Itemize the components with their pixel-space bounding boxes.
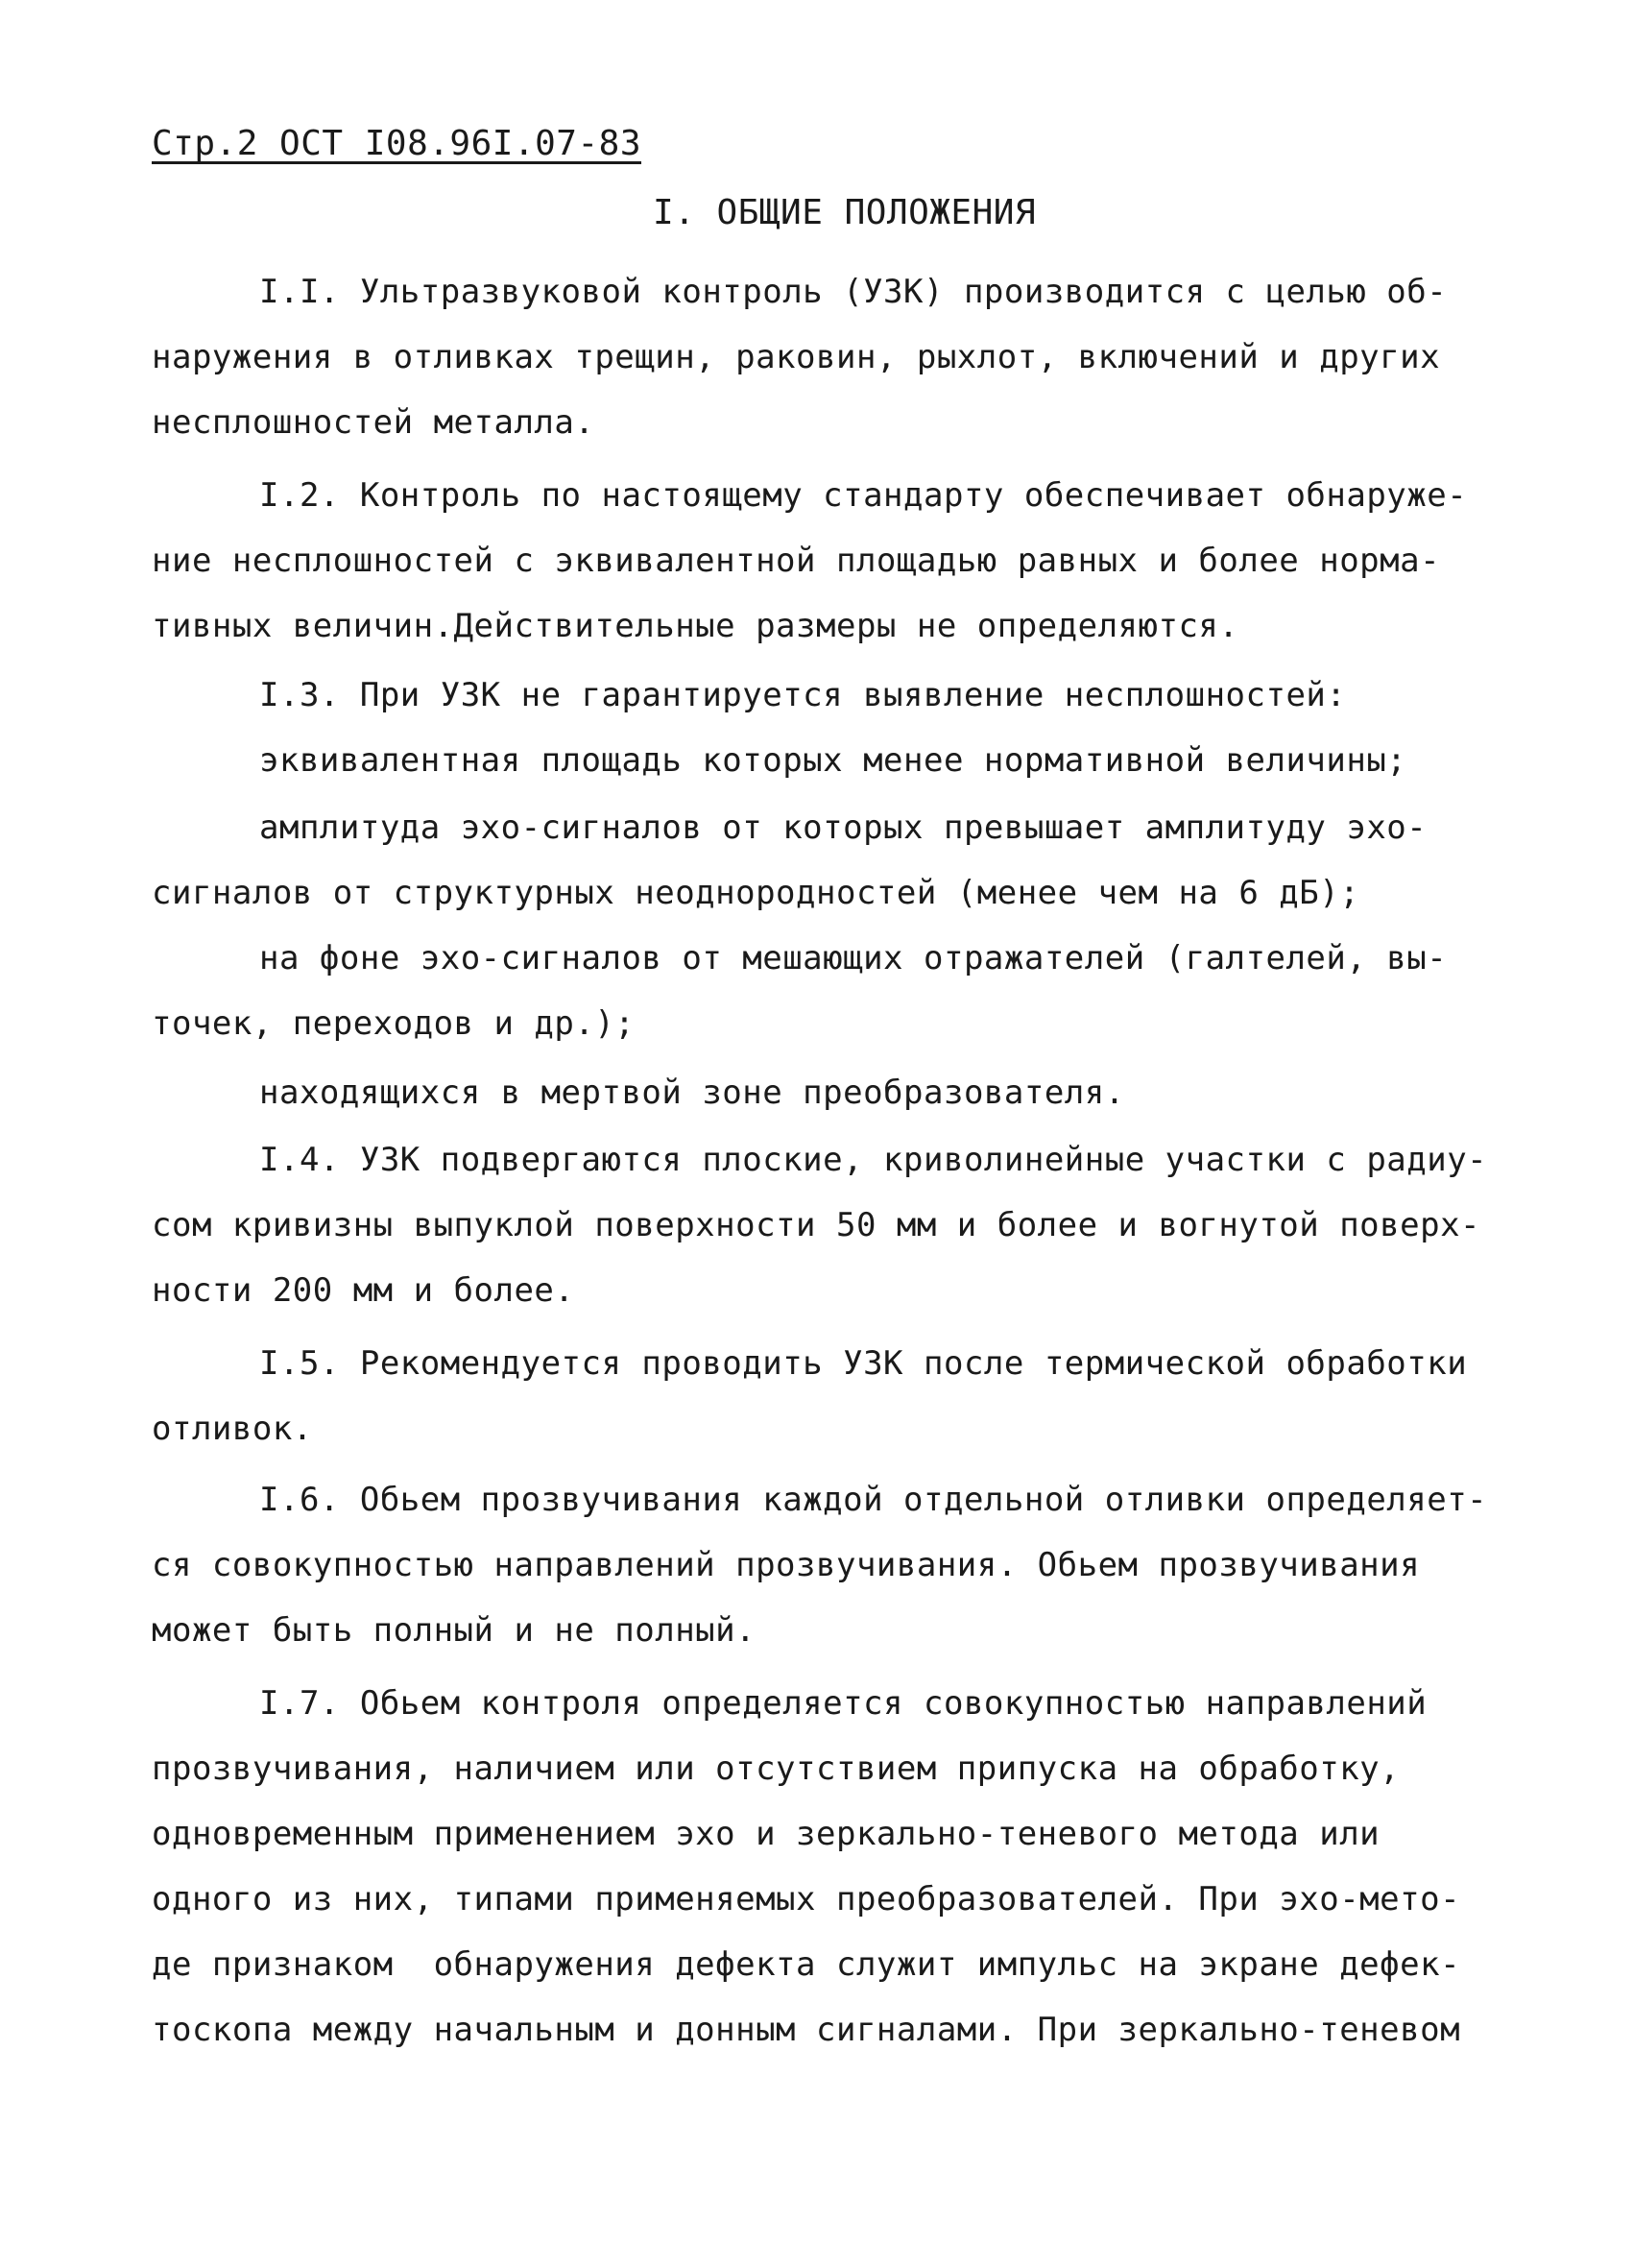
page-header: Стр.2 ОСТ I08.96I.07-83 [152,124,641,163]
paragraph-1-4-line-3: ности 200 мм и более. [152,1271,575,1310]
paragraph-1-3-line-1: I.3. При УЗК не гарантируется выявление несплошностей: [259,676,1347,714]
list-item: амплитуда эхо-сигналов от которых превышает амплитуду эхо- [259,808,1428,847]
paragraph-1-7-line-1: I.7. Обьем контроля определяется совокупностью направлений [259,1684,1428,1723]
paragraph-1-6-line-1: I.6. Обьем прозвучивания каждой отдельной отливки определяет- [259,1481,1488,1519]
section-title: I. ОБЩИЕ ПОЛОЖЕНИЯ [653,193,1037,232]
list-item-continuation: точек, переходов и др.); [152,1004,636,1043]
paragraph-1-2-line-3: тивных величин.Действительные размеры не определяются. [152,607,1239,645]
paragraph-1-6-line-2: ся совокупностью направлений прозвучивания. Обьем прозвучивания [152,1546,1421,1584]
paragraph-1-6-line-3: может быть полный и не полный. [152,1611,756,1650]
list-item-continuation: сигналов от структурных неоднородностей (менее чем на 6 дБ); [152,874,1360,912]
list-item: находящихся в мертвой зоне преобразователя. [259,1074,1125,1112]
paragraph-1-7-line-3: одновременным применением эхо и зеркально-теневого метода или [152,1815,1381,1853]
paragraph-1-7-line-2: прозвучивания, наличием или отсутствием припуска на обработку, [152,1749,1401,1788]
paragraph-1-1-line-2: наружения в отливках трещин, раковин, рыхлот, включений и других [152,338,1441,376]
paragraph-1-1-line-3: несплошностей металла. [152,403,595,442]
paragraph-1-4-line-1: I.4. УЗК подвергаются плоские, криволинейные участки с радиу- [259,1141,1488,1179]
paragraph-1-1-line-1: I.I. Ультразвуковой контроль (УЗК) производится с целью об- [259,273,1448,311]
paragraph-1-7-line-4: одного из них, типами применяемых преобразователей. При эхо-мето- [152,1880,1461,1918]
list-item: эквивалентная площадь которых менее нормативной величины; [259,741,1407,780]
paragraph-1-5-line-2: отливок. [152,1410,313,1448]
list-item: на фоне эхо-сигналов от мешающих отражателей (галтелей, вы- [259,939,1448,977]
paragraph-1-7-line-5: де признаком обнаружения дефекта служит импульс на экране дефек- [152,1945,1461,1984]
paragraph-1-7-line-6: тоскопа между начальным и донным сигналами. При зеркально-теневом [152,2011,1461,2049]
paragraph-1-4-line-2: сом кривизны выпуклой поверхности 50 мм и более и вогнутой поверх- [152,1206,1481,1244]
paragraph-1-2-line-2: ние несплошностей с эквивалентной площадью равных и более норма- [152,542,1441,580]
paragraph-1-2-line-1: I.2. Контроль по настоящему стандарту обеспечивает обнаруже- [259,476,1468,515]
paragraph-1-5-line-1: I.5. Рекомендуется проводить УЗК после термической обработки [259,1344,1468,1383]
